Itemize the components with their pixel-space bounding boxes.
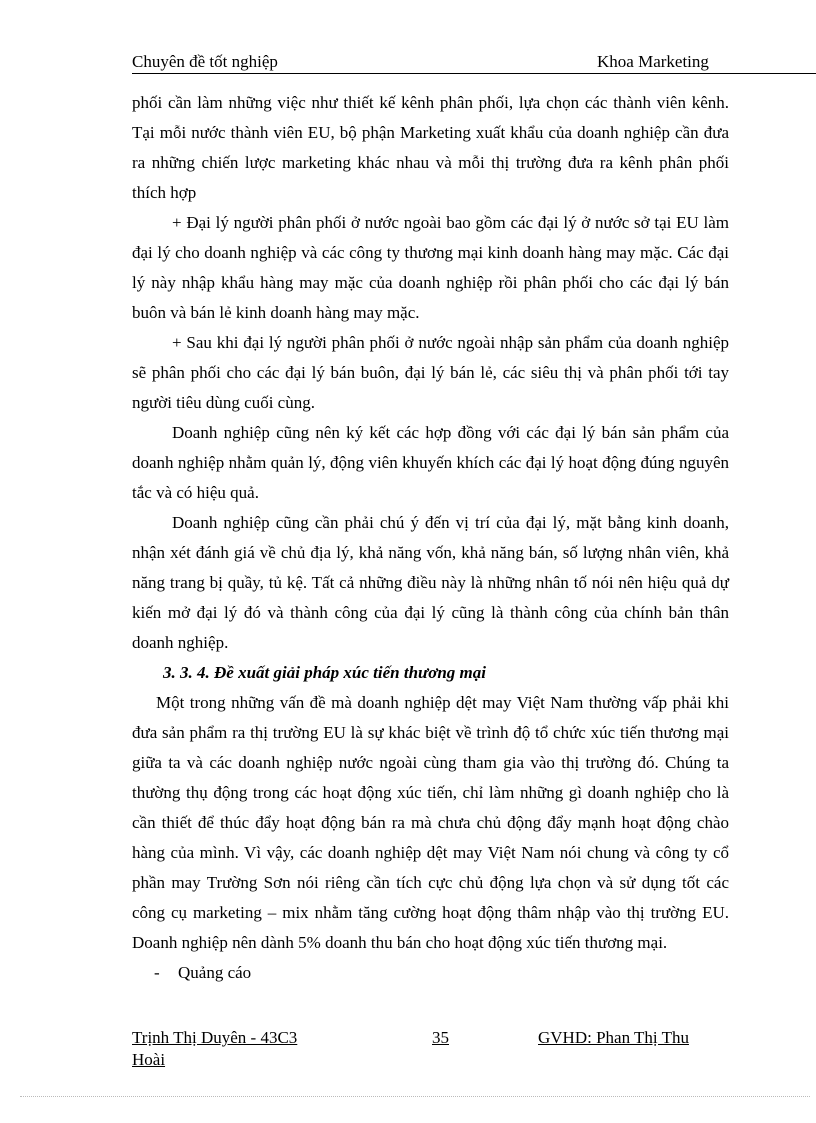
paragraph-1: phối cần làm những việc như thiết kế kênh phân phối, lựa chọn các thành viên kênh. Tại mỗi nước thành viên EU, bộ phận Marketing xuất khẩu của doanh nghiệp cần đưa ra những chiến lược marketing khác nhau và mỗi thị trường đưa ra kênh phân phối thích hợp — [132, 93, 729, 202]
page-header — [132, 52, 816, 74]
page-bottom-rule — [20, 1096, 810, 1097]
header-title: Chuyên đề tốt nghiệp — [132, 52, 278, 71]
section-paragraph: Một trong những vấn đề mà doanh nghiệp dệt may Việt Nam thường vấp phải khi đưa sản phẩm ra thị trường EU là sự khác biệt về trình độ tổ chức xúc tiến thương mại giữa ta và các doanh nghiệp nước ngoài cùng tham gia vào thị trường đó. Chúng ta thường thụ động trong các hoạt động xúc tiến, chỉ làm những gì doanh nghiệp cho là cần thiết để thúc đẩy hoạt động bán ra mà chưa chủ động đẩy mạnh hoạt động chào hàng của mình. Vì vậy, các doanh nghiệp dệt may Việt Nam nói chung và công ty cổ phần may Trường Sơn nói riêng cần tích cực chủ động lựa chọn và sử dụng tốt các công cụ marketing – mix nhằm tăng cường hoạt động thâm nhập vào thị trường EU. Doanh nghiệp nên dành 5% doanh thu bán cho hoạt động xúc tiến thương mại. — [132, 693, 729, 952]
footer-advisor-cont: Hoài — [132, 1050, 166, 1069]
footer-advisor: GVHD: Phan Thị Thu — [538, 1028, 689, 1047]
header-rule — [132, 73, 816, 74]
paragraph-4: Doanh nghiệp cũng nên ký kết các hợp đồng với các đại lý bán sản phẩm của doanh nghiệp nhằm quản lý, động viên khuyến khích các đại lý hoạt động đúng nguyên tắc và có hiệu quả. — [132, 423, 729, 502]
footer-author: Trịnh Thị Duyên - 43C3 — [132, 1028, 298, 1047]
document-body — [132, 88, 729, 988]
bullet-item — [132, 958, 729, 988]
section-heading: 3. 3. 4. Đề xuất giải pháp xúc tiến thương mại — [163, 663, 486, 682]
paragraph-3: + Sau khi đại lý người phân phối ở nước ngoài nhập sản phẩm của doanh nghiệp sẽ phân phối cho các đại lý bán buôn, đại lý bán lẻ, các siêu thị và phân phối tới tay người tiêu dùng cuối cùng. — [132, 333, 729, 412]
bullet-text: Quảng cáo — [178, 963, 252, 982]
paragraph-5: Doanh nghiệp cũng cần phải chú ý đến vị trí của đại lý, mặt bằng kinh doanh, nhận xét đánh giá về chủ địa lý, khả năng vốn, khả năng bán, số lượng nhân viên, khả năng trang bị quầy, tủ kệ. Tất cả những điều này là những nhân tố nói nên hiệu quả dự kiến mở đại lý đó và thành công của đại lý cũng là thành công của chính bản thân doanh nghiệp. — [132, 513, 729, 652]
header-department: Khoa Marketing — [597, 52, 709, 71]
page-number: 35 — [432, 1028, 449, 1047]
bullet-dash: - — [154, 963, 160, 982]
paragraph-2: + Đại lý người phân phối ở nước ngoài bao gồm các đại lý ở nước sở tại EU làm đại lý cho doanh nghiệp và các công ty thương mại kinh doanh hàng may mặc. Các đại lý này nhập khẩu hàng may mặc của doanh nghiệp rồi phân phối cho các đại lý bán buôn và bán lẻ kinh doanh hàng may mặc. — [132, 213, 729, 322]
